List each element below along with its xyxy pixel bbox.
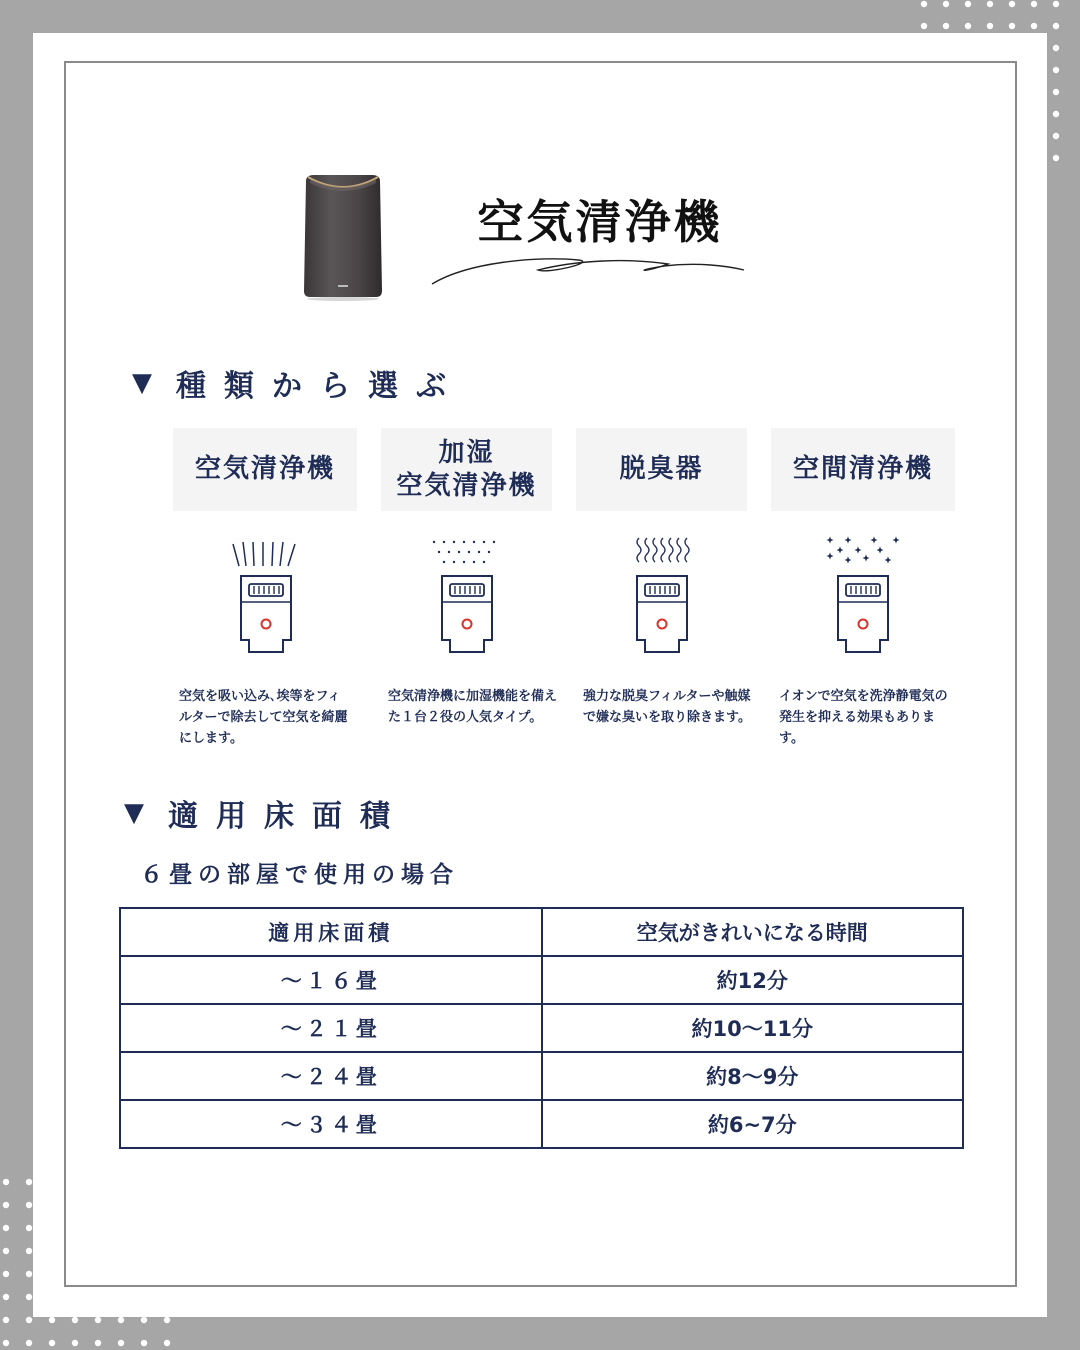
time-cell: 約6~7分 <box>542 1100 964 1148</box>
column-header-time: 空気がきれいになる時間 <box>542 908 964 956</box>
humidifier-mist-icon <box>422 534 512 660</box>
table-subtitle: ６畳の部屋で使用の場合 <box>140 862 459 888</box>
decorative-swoosh <box>428 250 748 290</box>
type-description: イオンで空気を洗浄静電気の発生を抑える効果もあります。 <box>779 689 948 746</box>
type-card-air-purifier <box>173 428 357 511</box>
section-heading-text: 適用床面積 <box>168 799 408 834</box>
section-heading-text: 種類から選ぶ <box>176 369 464 404</box>
type-description: 空気を吸い込み､埃等をフィルターで除去して空気を綺麗にします。 <box>179 689 348 746</box>
time-cell: 約10〜11分 <box>542 1004 964 1052</box>
floor-area-table <box>119 907 964 1149</box>
type-label: 空間清浄機 <box>792 454 933 484</box>
type-label: 脱臭器 <box>619 454 704 484</box>
deodorizer-wave-icon <box>617 534 707 660</box>
type-description: 強力な脱臭フィルターや触媒で嫌な臭いを取り除きます。 <box>583 689 751 725</box>
type-label: 空気清浄機 <box>194 454 335 484</box>
section-heading-area <box>124 791 408 835</box>
area-cell: ～２４畳 <box>120 1052 542 1100</box>
time-cell: 約8〜9分 <box>542 1052 964 1100</box>
table-row <box>120 956 963 1004</box>
table-row <box>120 1052 963 1100</box>
page-title: 空気清浄機 <box>477 195 723 249</box>
type-card-space-purifier <box>771 428 955 511</box>
table-header-row <box>120 908 963 956</box>
table-row <box>120 1100 963 1148</box>
ion-sparkle-icon <box>818 534 908 660</box>
air-purifier-image <box>300 173 386 301</box>
triangle-marker-icon: ▼ <box>124 798 144 828</box>
table-row <box>120 1004 963 1052</box>
type-label: 加湿 空気清浄機 <box>396 437 537 501</box>
type-card-deodorizer <box>576 428 747 511</box>
time-cell: 約12分 <box>542 956 964 1004</box>
area-cell: ～１６畳 <box>120 956 542 1004</box>
column-header-area: 適用床面積 <box>120 908 542 956</box>
air-purifier-lines-icon <box>221 534 311 660</box>
type-card-humidifying-purifier <box>381 428 552 511</box>
section-heading-types <box>132 361 464 405</box>
area-cell: ～２１畳 <box>120 1004 542 1052</box>
area-cell: ～３４畳 <box>120 1100 542 1148</box>
type-description: 空気清浄機に加湿機能を備えた１台２役の人気タイプ。 <box>388 689 558 725</box>
triangle-marker-icon: ▼ <box>132 368 152 398</box>
